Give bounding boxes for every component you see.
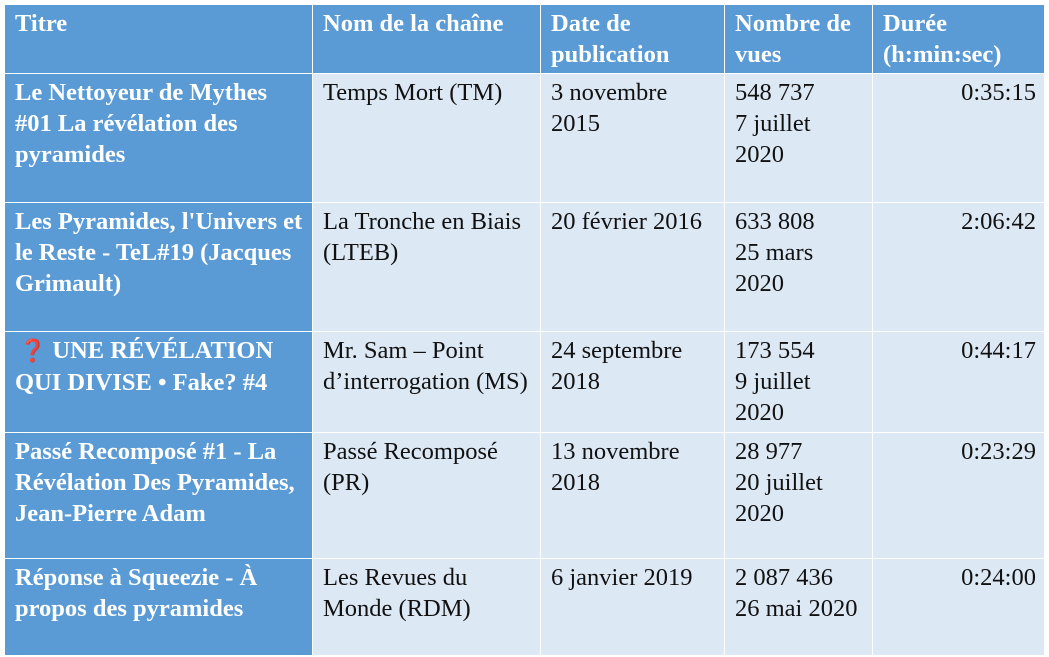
channel-name: Les Revues du Monde (RDM) [313,559,541,656]
video-title: Réponse à Squeezie - À propos des pyramides [5,559,313,656]
table-row [5,332,1045,433]
question-mark-icon: ❓ [19,339,47,364]
view-count-date: 20 juillet 2020 [735,469,823,527]
table-row [5,433,1045,559]
duration: 0:35:15 [873,74,1045,203]
video-title: UNE RÉVÉLATION QUI DIVISE • Fake? #4 [15,337,274,396]
duration: 0:23:29 [873,433,1045,559]
duration: 0:44:17 [873,332,1045,433]
channel-name: Passé Recomposé (PR) [313,433,541,559]
table-row [5,203,1045,332]
channel-name: Temps Mort (TM) [313,74,541,203]
channel-name: La Tronche en Biais (LTEB) [313,203,541,332]
view-count-date: 7 juillet 2020 [735,110,811,168]
view-count-cell [725,203,873,332]
view-count-date: 9 juillet 2020 [735,368,811,426]
header-channel: Nom de la chaîne [313,5,541,74]
channel-name: Mr. Sam – Point d’interrogation (MS) [313,332,541,433]
view-count: 28 977 [735,438,803,465]
view-count-date: 26 mai 2020 [735,595,858,622]
view-count: 2 087 436 [735,564,833,591]
header-views: Nombre de vues [725,5,873,74]
video-title: Le Nettoyeur de Mythes #01 La révélation des pyramides [5,74,313,203]
view-count-date: 25 mars 2020 [735,239,814,297]
publication-date: 13 novembre 2018 [541,433,725,559]
header-date: Date de publication [541,5,725,74]
publication-date: 6 janvier 2019 [541,559,725,656]
view-count-cell [725,433,873,559]
publication-date: 24 septembre 2018 [541,332,725,433]
video-title-cell [5,332,313,433]
table-row [5,74,1045,203]
view-count-cell [725,332,873,433]
publication-date: 20 février 2016 [541,203,725,332]
duration: 0:24:00 [873,559,1045,656]
view-count: 173 554 [735,337,815,364]
video-title: Les Pyramides, l'Univers et le Reste - TeL#19 (Jacques Grimault) [5,203,313,332]
header-row [5,5,1045,74]
view-count-cell [725,74,873,203]
video-title: Passé Recomposé #1 - La Révélation Des Pyramides, Jean-Pierre Adam [5,433,313,559]
view-count: 548 737 [735,79,815,106]
header-title: Titre [5,5,313,74]
header-duration: Durée (h:min:sec) [873,5,1045,74]
view-count-cell [725,559,873,656]
table-row [5,559,1045,656]
view-count: 633 808 [735,208,815,235]
videos-table [4,4,1045,656]
duration: 2:06:42 [873,203,1045,332]
publication-date: 3 novembre 2015 [541,74,725,203]
